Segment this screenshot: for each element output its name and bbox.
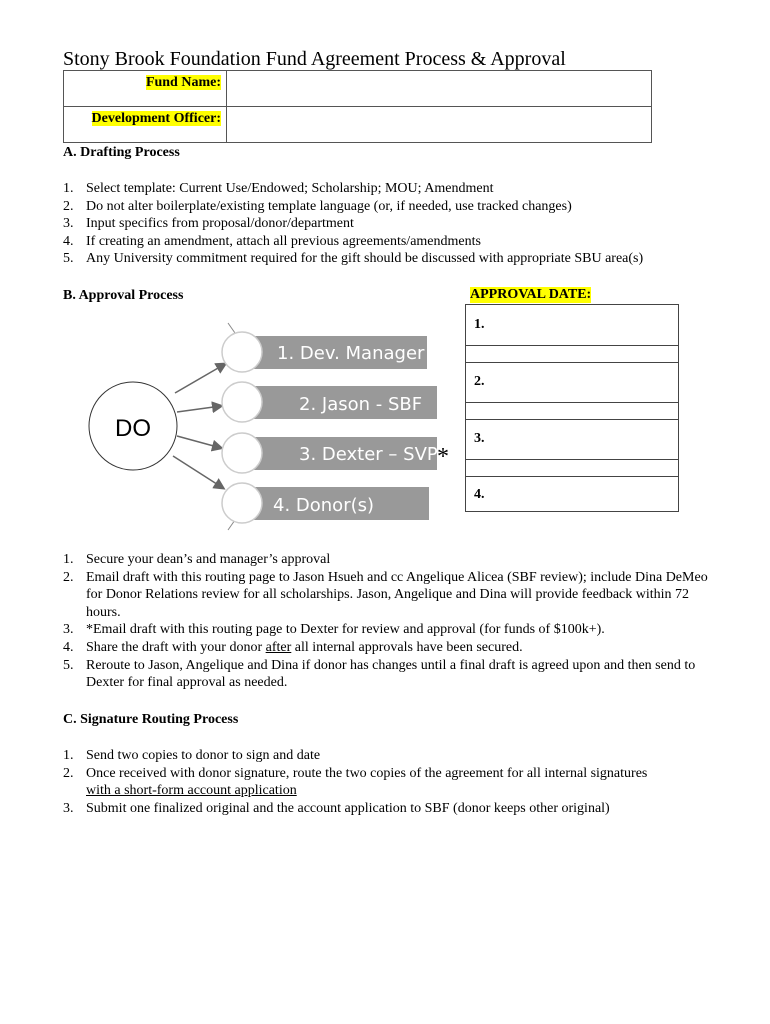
divider: [466, 345, 678, 346]
approval-slot-2[interactable]: 2.: [474, 374, 485, 389]
step-node-1: [222, 332, 262, 372]
section-c-heading: C. Signature Routing Process: [63, 712, 239, 727]
list-item: 4. Share the draft with your donor after all internal approvals have been secured.: [63, 639, 523, 655]
list-item: 2. Email draft with this routing page to Jason Hsueh and cc Angelique Alicea (SBF review); include Dina DeMeo for Donor Relations review for all scholarships. Jason, Angelique and Dina will provide feedback within 72 hours.: [63, 569, 708, 620]
list-item: 5. Reroute to Jason, Angelique and Dina if donor has changes until a final draft is agreed upon and then send to Dexter for final approval as needed.: [63, 657, 696, 691]
step-label-1: 1. Dev. Manager: [277, 343, 425, 364]
step-label-4: 4. Donor(s): [273, 495, 375, 516]
arrow: [177, 436, 221, 448]
fund-info-table: [63, 70, 652, 143]
fund-name-field[interactable]: [227, 71, 652, 107]
section-b-heading: B. Approval Process: [63, 288, 184, 303]
development-officer-label: Development Officer:: [91, 111, 221, 126]
step-node-2: [222, 382, 262, 422]
section-b-list: [63, 551, 713, 692]
list-item: 3. Input specifics from proposal/donor/department: [63, 216, 354, 232]
asterisk-mark: *: [437, 444, 449, 470]
list-item: 1. Secure your dean’s and manager’s approval: [63, 552, 331, 567]
arrow: [173, 456, 223, 488]
fund-name-label: Fund Name:: [145, 75, 221, 90]
step-label-3: 3. Dexter – SVP: [299, 444, 438, 465]
approval-slot-3[interactable]: 3.: [474, 431, 485, 446]
divider: [466, 402, 678, 403]
list-item: 1. Select template: Current Use/Endowed; Scholarship; MOU; Amendment: [63, 181, 494, 196]
document-title: Stony Brook Foundation Fund Agreement Process & Approval: [63, 48, 566, 70]
section-a-heading: A. Drafting Process: [63, 145, 180, 160]
do-label: DO: [115, 415, 151, 442]
approval-date-box: [465, 304, 679, 512]
approval-date-label: APPROVAL DATE:: [470, 287, 592, 302]
list-item: 5. Any University commitment required for the gift should be discussed with appropriate SBU area(s): [63, 251, 644, 267]
development-officer-field[interactable]: [227, 107, 652, 143]
list-item: 2. Do not alter boilerplate/existing template language (or, if needed, use tracked changes): [63, 198, 572, 214]
list-item: 2. Once received with donor signature, route the two copies of the agreement for all internal signatures with a short-form account application: [63, 765, 648, 799]
divider: [466, 362, 678, 363]
section-a-list: [63, 180, 703, 268]
fund-name-label-cell: [64, 71, 227, 107]
approval-slot-1[interactable]: 1.: [474, 317, 485, 332]
list-item: 4. If creating an amendment, attach all previous agreements/amendments: [63, 233, 481, 249]
step-node-4: [222, 483, 262, 523]
divider: [466, 476, 678, 477]
divider: [466, 459, 678, 460]
development-officer-label-cell: [64, 107, 227, 143]
divider: [466, 419, 678, 420]
step-node-3: [222, 433, 262, 473]
list-item: 3. Submit one finalized original and the account application to SBF (donor keeps other original): [63, 800, 610, 816]
arrow: [175, 364, 225, 393]
approval-slot-4[interactable]: 4.: [474, 487, 485, 502]
arrow: [177, 406, 221, 412]
step-label-2: 2. Jason - SBF: [299, 394, 423, 415]
approval-flow-diagram: [85, 318, 455, 538]
list-item: 3. *Email draft with this routing page to Dexter for review and approval (for funds of $100k+).: [63, 622, 605, 638]
section-c-list: [63, 747, 713, 817]
list-item: 1. Send two copies to donor to sign and date: [63, 748, 321, 763]
